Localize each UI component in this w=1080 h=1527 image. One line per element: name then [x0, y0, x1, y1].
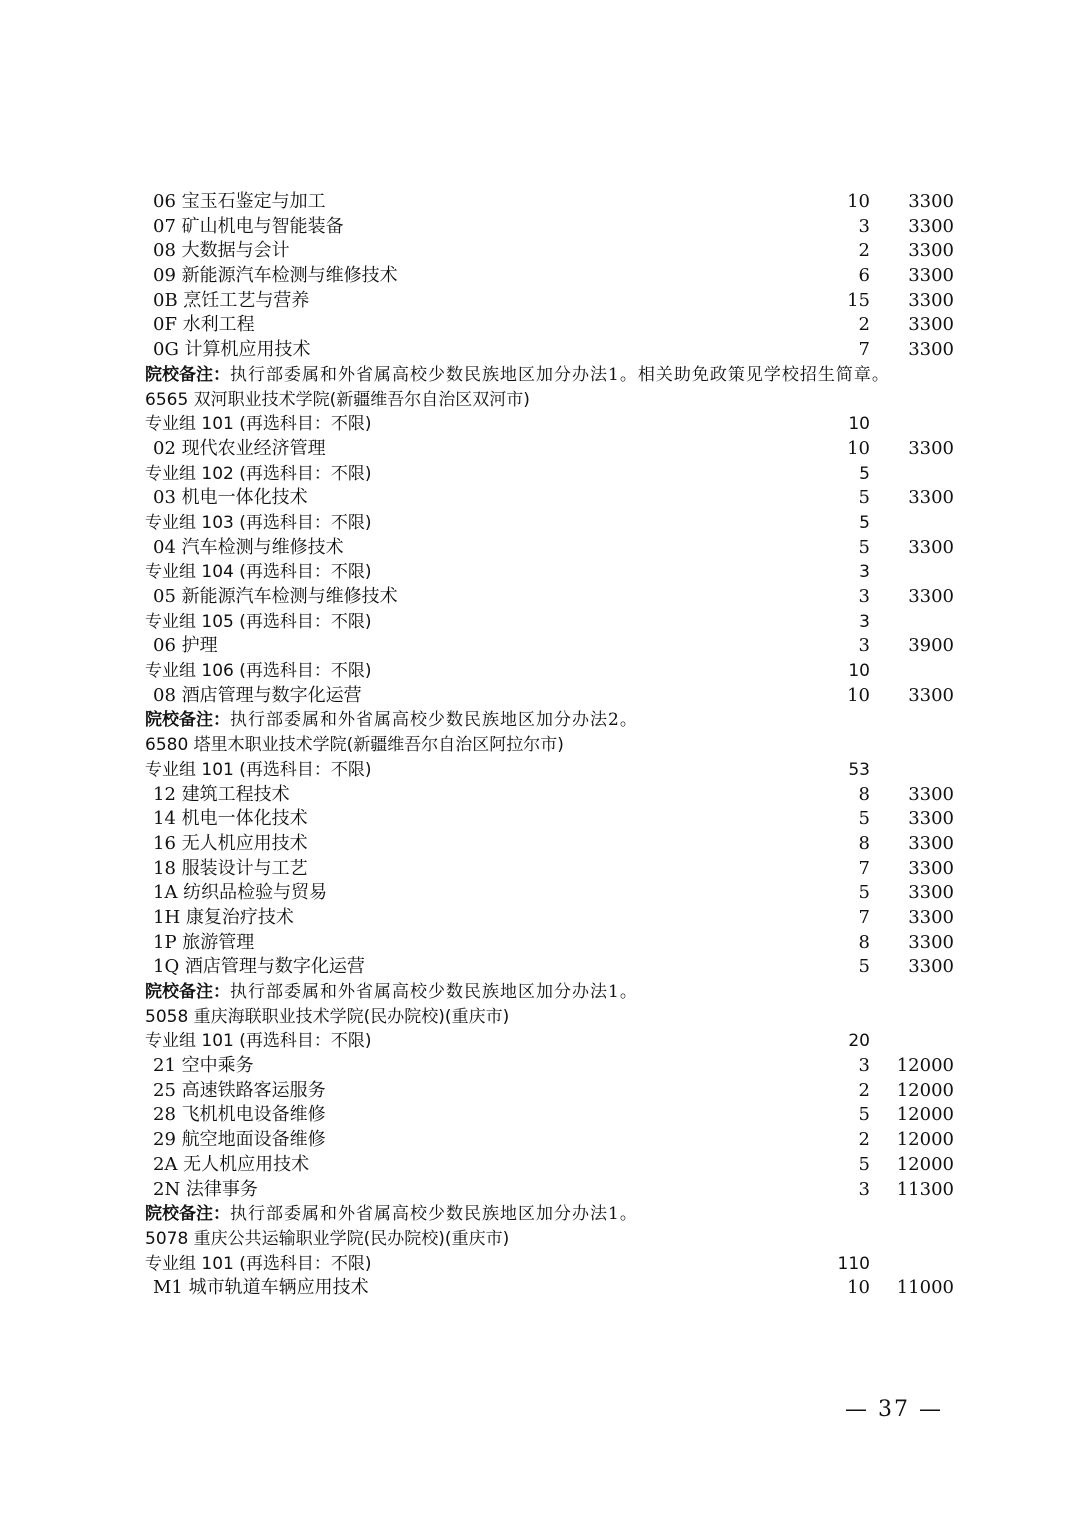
plan-count: 15: [847, 289, 870, 311]
major-name: 06 宝玉石鉴定与加工: [153, 191, 326, 212]
major-row: [0, 906, 1080, 931]
school-header: [0, 1005, 1080, 1030]
tuition-fee: 3300: [908, 265, 954, 287]
tuition-fee: 3300: [908, 339, 954, 361]
major-row: [0, 239, 1080, 264]
major-row: [0, 190, 1080, 215]
plan-count: 53: [848, 759, 870, 780]
group-name: 专业组 101 (再选科目：不限): [145, 1031, 372, 1052]
plan-count: 5: [858, 808, 870, 830]
plan-count: 8: [858, 783, 870, 805]
note-label: 院校备注：: [145, 710, 230, 731]
plan-count: 10: [847, 684, 870, 706]
major-name: 08 大数据与会计: [153, 240, 290, 262]
tuition-fee: 3300: [908, 931, 954, 953]
major-group-row: [0, 659, 1080, 684]
major-name: 2A 无人机应用技术: [153, 1153, 310, 1175]
plan-count: 5: [858, 1153, 870, 1175]
plan-count: 3: [858, 215, 870, 237]
major-row: [0, 955, 1080, 980]
school-header: [0, 1227, 1080, 1252]
note-text: 执行部委属和外省属高校少数民族地区加分办法1。相关助免政策见学校招生简章。: [230, 364, 890, 385]
plan-count: 2: [858, 314, 870, 336]
tuition-fee: 3300: [908, 956, 954, 978]
page-number: — 37 —: [845, 1397, 943, 1422]
group-name: 专业组 105 (再选科目：不限): [145, 611, 372, 632]
note-label: 院校备注：: [145, 364, 230, 385]
group-name: 专业组 106 (再选科目：不限): [145, 661, 372, 682]
major-row: [0, 289, 1080, 314]
major-name: 18 服装设计与工艺: [153, 857, 308, 879]
major-row: [0, 536, 1080, 561]
major-group-row: [0, 462, 1080, 487]
major-name: 25 高速铁路客运服务: [153, 1079, 326, 1101]
tuition-fee: 12000: [896, 1104, 954, 1126]
note-content: [145, 1202, 638, 1227]
major-name: 04 汽车检测与维修技术: [153, 536, 344, 558]
plan-count: 10: [847, 191, 870, 212]
major-row: [0, 1178, 1080, 1203]
tuition-fee: 3300: [908, 832, 954, 854]
major-group-row: [0, 758, 1080, 783]
major-row: [0, 437, 1080, 462]
tuition-fee: 3300: [908, 882, 954, 904]
tuition-fee: 3300: [908, 487, 954, 509]
tuition-fee: 3300: [908, 289, 954, 311]
tuition-fee: 3300: [908, 857, 954, 879]
plan-count: 2: [858, 1079, 870, 1101]
tuition-fee: 3300: [908, 240, 954, 262]
major-name: 0F 水利工程: [153, 314, 255, 336]
plan-count: 6: [858, 265, 870, 287]
tuition-fee: 3300: [908, 215, 954, 237]
plan-count: 5: [859, 512, 870, 533]
major-name: 0G 计算机应用技术: [153, 339, 311, 361]
major-row: [0, 1276, 1080, 1301]
major-row: [0, 1054, 1080, 1079]
tuition-fee: 3300: [908, 783, 954, 805]
tuition-fee: 3300: [908, 437, 954, 459]
major-group-row: [0, 610, 1080, 635]
plan-count: 3: [859, 562, 870, 583]
major-row: [0, 684, 1080, 709]
plan-count: 5: [858, 1104, 870, 1126]
plan-count: 10: [847, 1277, 870, 1299]
major-name: 16 无人机应用技术: [153, 832, 308, 854]
tuition-fee: 3300: [908, 808, 954, 830]
plan-count: 3: [859, 611, 870, 632]
plan-count: 5: [858, 956, 870, 978]
major-row: [0, 634, 1080, 659]
major-group-row: [0, 1252, 1080, 1277]
tuition-fee: 11000: [896, 1277, 954, 1299]
school-header: [0, 733, 1080, 758]
major-group-row: [0, 511, 1080, 536]
major-name: 21 空中乘务: [153, 1055, 254, 1077]
major-row: [0, 783, 1080, 808]
tuition-fee: 3300: [908, 906, 954, 928]
school-name: 5078 重庆公共运输职业学院(民办院校)(重庆市): [145, 1228, 510, 1249]
major-name: 14 机电一体化技术: [153, 808, 308, 830]
major-row: [0, 585, 1080, 610]
tuition-fee: 3300: [908, 536, 954, 558]
tuition-fee: 3300: [908, 191, 954, 212]
plan-count: 5: [859, 463, 870, 484]
school-note: [0, 363, 1080, 388]
group-name: 专业组 101 (再选科目：不限): [145, 414, 372, 435]
major-row: [0, 338, 1080, 363]
group-name: 专业组 101 (再选科目：不限): [145, 759, 372, 780]
plan-count: 8: [858, 832, 870, 854]
major-name: 08 酒店管理与数字化运营: [153, 684, 362, 706]
school-header: [0, 388, 1080, 413]
plan-count: 3: [858, 1178, 870, 1200]
major-row: [0, 832, 1080, 857]
major-row: [0, 881, 1080, 906]
major-name: 0B 烹饪工艺与营养: [153, 289, 310, 311]
plan-count: 5: [858, 536, 870, 558]
school-note: [0, 1202, 1080, 1227]
group-name: 专业组 104 (再选科目：不限): [145, 562, 372, 583]
major-name: 02 现代农业经济管理: [153, 437, 326, 459]
major-name: 1H 康复治疗技术: [153, 906, 294, 928]
plan-count: 3: [858, 1055, 870, 1077]
major-name: 09 新能源汽车检测与维修技术: [153, 265, 398, 287]
plan-count: 10: [848, 661, 870, 682]
major-row: [0, 1103, 1080, 1128]
group-name: 专业组 103 (再选科目：不限): [145, 512, 372, 533]
major-name: 28 飞机机电设备维修: [153, 1104, 326, 1126]
major-row: [0, 1079, 1080, 1104]
major-row: [0, 1128, 1080, 1153]
plan-count: 7: [858, 857, 870, 879]
plan-count: 20: [848, 1031, 870, 1052]
major-name: 05 新能源汽车检测与维修技术: [153, 586, 398, 607]
tuition-fee: 12000: [896, 1153, 954, 1175]
school-name: 6565 双河职业技术学院(新疆维吾尔自治区双河市): [145, 389, 530, 410]
major-name: 1P 旅游管理: [153, 931, 255, 953]
major-name: 29 航空地面设备维修: [153, 1129, 326, 1151]
tuition-fee: 12000: [896, 1079, 954, 1101]
note-text: 执行部委属和外省属高校少数民族地区加分办法2。: [230, 710, 638, 731]
plan-count: 2: [858, 240, 870, 262]
tuition-fee: 3900: [908, 635, 954, 657]
note-text: 执行部委属和外省属高校少数民族地区加分办法1。: [230, 1204, 638, 1225]
major-name: 03 机电一体化技术: [153, 487, 308, 509]
school-name: 6580 塔里木职业技术学院(新疆维吾尔自治区阿拉尔市): [145, 735, 564, 756]
tuition-fee: 3300: [908, 314, 954, 336]
school-note: [0, 708, 1080, 733]
plan-count: 5: [858, 882, 870, 904]
note-content: [145, 708, 638, 733]
major-row: [0, 215, 1080, 240]
plan-count: 3: [858, 586, 870, 607]
major-name: 07 矿山机电与智能装备: [153, 215, 344, 237]
plan-count: 5: [858, 487, 870, 509]
major-name: 06 护理: [153, 635, 218, 657]
major-row: [0, 857, 1080, 882]
group-name: 专业组 102 (再选科目：不限): [145, 463, 372, 484]
major-name: 2N 法律事务: [153, 1178, 258, 1200]
school-note: [0, 980, 1080, 1005]
plan-count: 3: [858, 635, 870, 657]
note-label: 院校备注：: [145, 1204, 230, 1225]
school-name: 5058 重庆海联职业技术学院(民办院校)(重庆市): [145, 1006, 510, 1027]
tuition-fee: 12000: [896, 1129, 954, 1151]
major-row: [0, 807, 1080, 832]
major-name: 1A 纺织品检验与贸易: [153, 882, 328, 904]
major-row: [0, 486, 1080, 511]
plan-count: 110: [837, 1253, 870, 1274]
major-name: M1 城市轨道车辆应用技术: [153, 1277, 369, 1299]
note-text: 执行部委属和外省属高校少数民族地区加分办法1。: [230, 982, 638, 1002]
tuition-fee: 3300: [908, 684, 954, 706]
group-name: 专业组 101 (再选科目：不限): [145, 1253, 372, 1274]
major-group-row: [0, 560, 1080, 585]
plan-count: 10: [848, 414, 870, 435]
plan-count: 7: [858, 339, 870, 361]
major-row: [0, 264, 1080, 289]
admission-plan-table: [0, 190, 1080, 1301]
major-name: 12 建筑工程技术: [153, 783, 290, 805]
tuition-fee: 11300: [896, 1178, 954, 1200]
note-label: 院校备注：: [145, 982, 230, 1002]
major-row: [0, 313, 1080, 338]
major-group-row: [0, 412, 1080, 437]
tuition-fee: 3300: [908, 586, 954, 607]
major-name: 1Q 酒店管理与数字化运营: [153, 956, 365, 978]
plan-count: 2: [858, 1129, 870, 1151]
note-content: [145, 363, 890, 388]
plan-count: 10: [847, 437, 870, 459]
note-content: [145, 980, 638, 1005]
plan-count: 7: [858, 906, 870, 928]
major-row: [0, 1153, 1080, 1178]
major-group-row: [0, 1029, 1080, 1054]
plan-count: 8: [858, 931, 870, 953]
major-row: [0, 931, 1080, 956]
tuition-fee: 12000: [896, 1055, 954, 1077]
